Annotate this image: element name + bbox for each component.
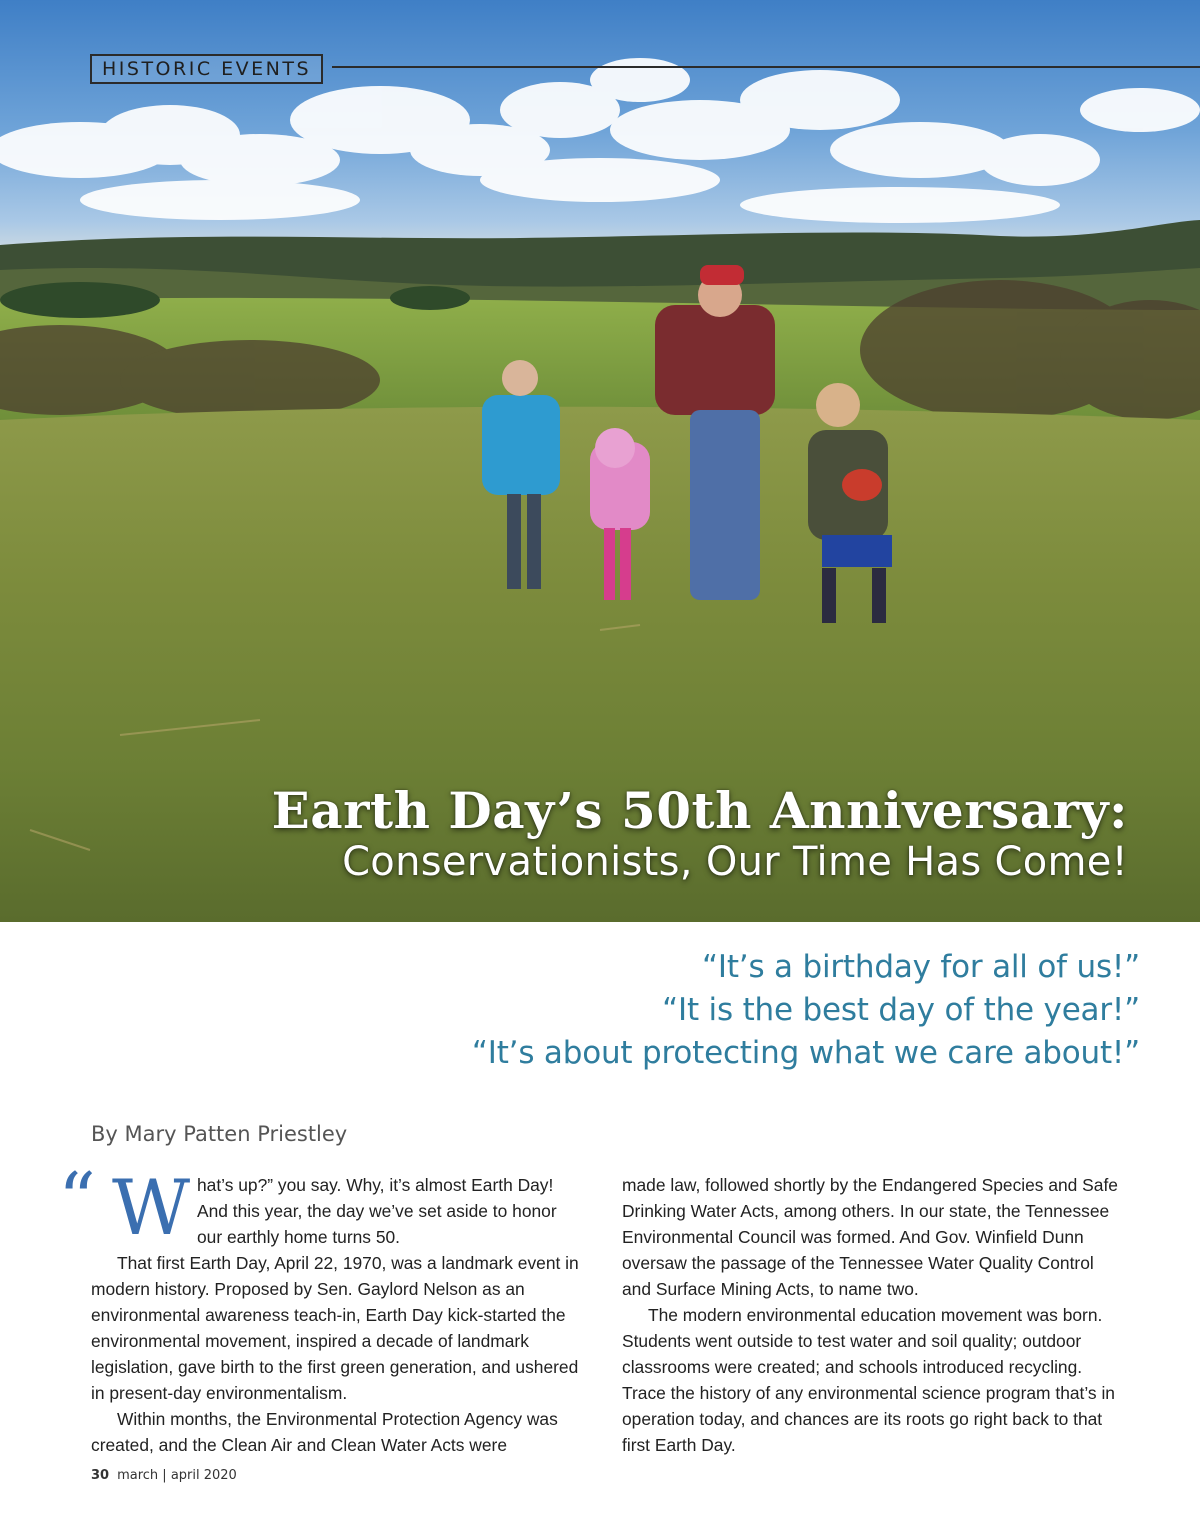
article-column-right (622, 1172, 1127, 1458)
headline-subtitle: Conservationists, Our Time Has Come! (342, 839, 1128, 885)
drop-cap-letter: W (112, 1163, 191, 1252)
issue-date: march | april 2020 (117, 1468, 237, 1483)
pull-quote-3: “It’s about protecting what we care about!” (471, 1035, 1140, 1071)
opening-line-2: And this year, the day we’ve set aside to honor (197, 1201, 557, 1221)
byline: By Mary Patten Priestley (91, 1122, 348, 1146)
article-column-left (91, 1172, 591, 1458)
pull-quotes (472, 946, 1140, 1075)
drop-cap-quote: “ (58, 1157, 96, 1243)
opening-lines (197, 1172, 591, 1250)
section-tag: HISTORIC EVENTS (90, 54, 323, 84)
page-folio (91, 1468, 237, 1483)
pull-quote-2: “It is the best day of the year!” (662, 992, 1140, 1028)
paragraph: That first Earth Day, April 22, 1970, was a landmark event in modern history. Proposed by Sen. Gaylord Nelson as an environmental awareness teach-in, Earth Day kick-started the environmental movement, inspired a decade of landmark legislation, gave birth to the first green generation, and ushered in present-day environmentalism. (91, 1253, 579, 1403)
page-number: 30 (91, 1468, 110, 1483)
opening-line-1: hat’s up?” you say. Why, it’s almost Earth Day! (197, 1175, 554, 1195)
opening-line-3: our earthly home turns 50. (197, 1227, 400, 1247)
pull-quote-1: “It’s a birthday for all of us!” (702, 949, 1140, 985)
paragraph: Within months, the Environmental Protection Agency was created, and the Clean Air and Clean Water Acts were (91, 1409, 558, 1455)
headline-title: Earth Day’s 50th Anniversary: (271, 781, 1128, 840)
section-rule (332, 66, 1200, 68)
paragraph: The modern environmental education movement was born. Students went outside to test water and soil quality; outdoor classrooms were created; and schools introduced recycling. Trace the history of any environmental science program that’s in operation today, and chances are its roots go right back to that first Earth Day. (622, 1305, 1115, 1455)
headline (272, 782, 1128, 884)
paragraph: made law, followed shortly by the Endangered Species and Safe Drinking Water Acts, among others. In our state, the Tennessee Environmental Council was formed. And Gov. Winfield Dunn oversaw the passage of the Tennessee Water Quality Control and Surface Mining Acts, to name two. (622, 1175, 1118, 1299)
